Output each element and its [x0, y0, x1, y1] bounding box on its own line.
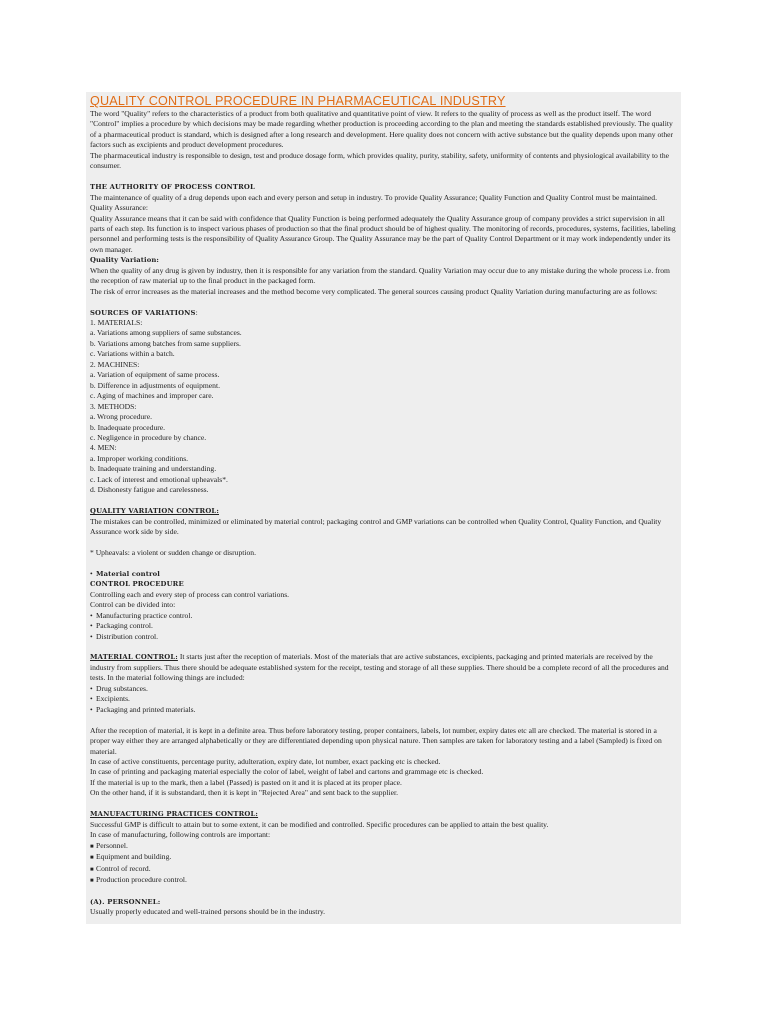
authority-heading: THE AUTHORITY OF PROCESS CONTROL — [90, 183, 255, 192]
list-item: • Excipients. — [90, 694, 130, 704]
list-item: • Distribution control. — [90, 631, 159, 641]
list-item: • Packaging control. — [90, 621, 153, 631]
list-item: ■ Equipment and building. — [90, 852, 677, 863]
list-item: 2. MACHINES: — [90, 359, 140, 369]
document-title: QUALITY CONTROL PROCEDURE IN PHARMACEUTICAL INDUSTRY — [90, 94, 506, 108]
bullet-icon: • — [90, 621, 93, 631]
list-item: c. Aging of machines and improper care. — [90, 391, 214, 401]
control-procedure-line: Control can be divided into: — [90, 600, 176, 610]
list-item: b. Inadequate procedure. — [90, 422, 166, 432]
list-item: c. Negligence in procedure by chance. — [90, 433, 207, 443]
bullet-icon: • — [90, 694, 93, 704]
material-control-heading: MATERIAL CONTROL: — [90, 653, 178, 662]
sources-list — [90, 318, 677, 496]
list-item: • Drug substances. — [90, 683, 148, 693]
material-control-paragraph: MATERIAL CONTROL: It starts just after the reception of materials. Most of the materials that are active substances, excipients, packaging and printed materials are received by the industry from suppliers. Thus there should be adequate established system for the receipt, testing and storage of all these supplies. There should be a complete record of all the procedures and tests. In the material following things are included: — [90, 652, 669, 683]
list-item: 4. MEN: — [90, 443, 117, 453]
variation-paragraph: The risk of error increases as the material increases and the method become very complicated. The general sources causing product Quality Variation during manufacturing are as follows: — [90, 286, 658, 296]
bullet-icon: • — [90, 610, 93, 620]
variation-paragraph: When the quality of any drug is given by industry, then it is responsible for any variation from the standard. Quality Variation may occur due to any mistake during the whole process i.e. from the reception of raw material up to the final product in the packaged form. — [90, 265, 670, 286]
personnel-paragraph: Usually properly educated and well-trained persons should be in the industry. — [90, 907, 326, 917]
material-control-bullet — [90, 569, 677, 579]
footnote: * Upheavals: a violent or sudden change or disruption. — [90, 547, 256, 557]
material-control-paragraph: On the other hand, if it is substandard, then it is kept in "Rejected Area" and sent back to the supplier. — [90, 788, 398, 798]
bullet-icon: • — [90, 683, 93, 693]
sources-heading-line — [90, 308, 677, 318]
sources-heading: SOURCES OF VARIATIONS — [90, 308, 196, 317]
authority-paragraph: Quality Assurance means that it can be said with confidence that Quality Function is being performed adequately the Quality Assurance group of company provides a strict supervision in all parts of each step. Its function is to inspect various phases of production so that the final product should be of highest quality. The monitoring of records, procedures, systems, facilities, labeling personnel and performing tests is the responsibility of Quality Assurance Group. The Quality Assurance may be the part of Quality Control Department or it may work independently under its own manager. — [90, 213, 676, 254]
material-control-paragraph: In case of active constituents, percentage purity, adulteration, expiry date, lot number, exact packing etc is checked. — [90, 756, 441, 766]
qvc-paragraph: The mistakes can be controlled, minimized or eliminated by material control; packaging control and GMP variations can be controlled when Quality Control, Quality Function, and Quality Assurance work side by side. — [90, 516, 662, 537]
gmp-line: In case of manufacturing, following controls are important: — [90, 830, 271, 840]
bullet-icon: • — [90, 631, 93, 641]
material-control-paragraph: After the reception of material, it is kept in a definite area. Thus before laboratory testing, proper containers, labels, lot number, expiry dates etc all are checked. The material is stored in a proper way either they are arranged alphabetically or they are differentiated depending upon physical nature. Then samples are taken for laboratory testing and a label (Sampled) is fixed on material. — [90, 725, 662, 756]
list-item: 3. METHODS: — [90, 401, 137, 411]
list-item: c. Variations within a batch. — [90, 349, 175, 359]
bullet-icon: • — [90, 568, 93, 578]
sources-heading-suffix: : — [195, 307, 198, 317]
gmp-line: Successful GMP is difficult to attain but to some extent, it can be modified and controlled. Specific procedures can be applied to attain the best quality. — [90, 819, 549, 829]
square-bullet-icon: ■ — [90, 877, 94, 884]
list-item: ■ Control of record. — [90, 864, 677, 875]
material-control-paragraph: If the material is up to the mark, then a label (Passed) is pasted on it and it is placed at its proper place. — [90, 777, 402, 787]
list-item: d. Dishonesty fatigue and carelessness. — [90, 485, 209, 495]
intro-paragraph: The pharmaceutical industry is responsible to design, test and produce dosage form, which provides quality, purity, stability, safety, uniformity of contents and physiological availability to the consumer. — [90, 150, 670, 171]
list-item: b. Difference in adjustments of equipment. — [90, 380, 220, 390]
list-item: a. Variations among suppliers of same substances. — [90, 328, 242, 338]
square-bullet-icon: ■ — [90, 866, 94, 873]
quality-variation-control-heading: QUALITY VARIATION CONTROL: — [90, 507, 219, 516]
list-item: • Manufacturing practice control. — [90, 610, 193, 620]
list-item: a. Wrong procedure. — [90, 412, 152, 422]
authority-paragraph: The maintenance of quality of a drug depends upon each and every person and setup in industry. To provide Quality Assurance; Quality Function and Quality Control must be maintained. Quality Assurance: — [90, 192, 657, 213]
document-page — [86, 92, 681, 924]
personnel-heading: (A). PERSONNEL: — [90, 897, 161, 906]
quality-variation-heading: Quality Variation: — [90, 256, 160, 265]
gmp-heading: MANUFACTURING PRACTICES CONTROL: — [90, 810, 259, 819]
control-procedure-heading: CONTROL PROCEDURE — [90, 580, 184, 589]
list-item: ■ Personnel. — [90, 841, 677, 852]
bullet-icon: • — [90, 704, 93, 714]
square-bullet-icon: ■ — [90, 843, 94, 850]
list-item: a. Variation of equipment of same process. — [90, 370, 220, 380]
material-control-paragraph: In case of printing and packaging material especially the color of label, weight of label and cartons and grammage etc is checked. — [90, 767, 484, 777]
list-item: a. Improper working conditions. — [90, 453, 189, 463]
list-item: 1. MATERIALS: — [90, 318, 143, 328]
list-item: ■ Production procedure control. — [90, 875, 677, 886]
document-body — [86, 92, 681, 918]
square-bullet-icon: ■ — [90, 855, 94, 862]
list-item: c. Lack of interest and emotional upheavals*. — [90, 474, 228, 484]
control-procedure-line: Controlling each and every step of process can control variations. — [90, 589, 290, 599]
list-item: • Packaging and printed materials. — [90, 704, 196, 714]
intro-paragraph: The word "Quality" refers to the characteristics of a product from both qualitative and quantitative point of view. It refers to the quality of process as well as the product itself. The word "Control" implies a procedure by which decisions may be made regarding whether production is proceeding according to the plan and meeting the standards established previously. The quality of a pharmaceutical product is standard, which is designed after a long research and development. Here quality does not concern with active substance but the quality depends upon many other factors such as excipients and product development procedures. — [90, 109, 674, 150]
material-control-label: Material control — [96, 569, 160, 578]
list-item: b. Variations among batches from same suppliers. — [90, 338, 241, 348]
list-item: b. Inadequate training and understanding. — [90, 464, 217, 474]
